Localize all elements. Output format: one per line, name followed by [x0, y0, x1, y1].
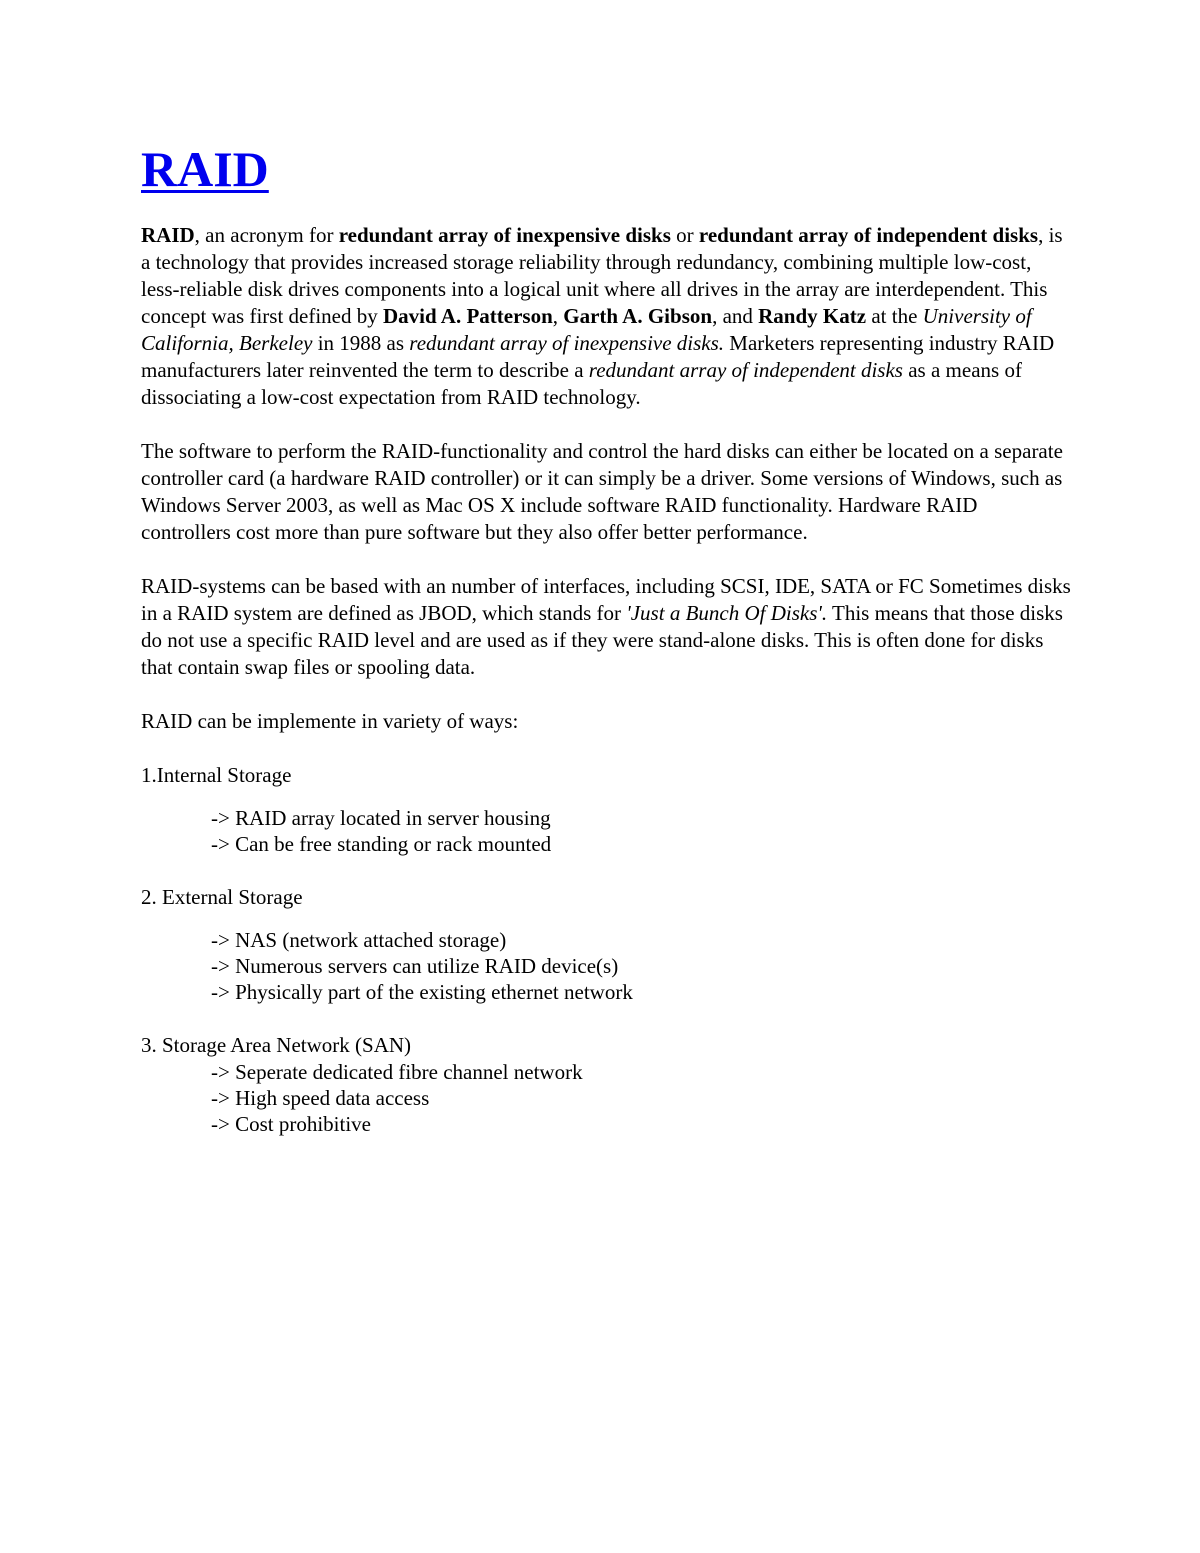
raid-term: RAID — [141, 223, 195, 247]
list-item: -> NAS (network attached storage) — [211, 928, 507, 952]
jbod-expansion: 'Just a Bunch Of Disks'. — [626, 601, 828, 625]
list-item: -> Seperate dedicated fibre channel network — [211, 1060, 583, 1084]
implementation-intro: RAID can be implemente in variety of ways: — [141, 709, 519, 733]
author-katz: Randy Katz — [758, 304, 867, 328]
list-external-storage — [141, 884, 1071, 1005]
university-name: University of California, Berkeley — [141, 304, 1032, 355]
list-item: -> RAID array located in server housing — [211, 806, 551, 830]
list-item: -> Cost prohibitive — [211, 1112, 372, 1136]
acronym-inexpensive: redundant array of inexpensive disks — [338, 223, 671, 247]
list-item: -> High speed data access — [211, 1086, 430, 1110]
list-san — [141, 1032, 1071, 1137]
list-item: -> Numerous servers can utilize RAID device(s) — [211, 954, 619, 978]
list-item: -> Can be free standing or rack mounted — [211, 832, 552, 856]
list-internal-storage — [141, 762, 1071, 857]
software-paragraph: The software to perform the RAID-functionality and control the hard disks can either be located on a separate controller card (a hardware RAID controller) or it can simply be a driver. Some versions of Windows, such as Windows Server 2003, as well as Mac OS X include software RAID functionality. Hardware RAID controllers cost more than pure software but they also offer better performance. — [141, 439, 1063, 544]
term-independent: redundant array of independent disks — [588, 358, 903, 382]
page-title-link[interactable]: RAID — [141, 141, 269, 197]
author-patterson: David A. Patterson — [383, 304, 553, 328]
document-page — [141, 140, 1071, 1164]
list-item: -> Physically part of the existing ethernet network — [211, 980, 633, 1004]
list-heading: 1.Internal Storage — [141, 763, 292, 787]
list-heading: 3. Storage Area Network (SAN) — [141, 1033, 412, 1057]
term-inexpensive: redundant array of inexpensive disks. — [409, 331, 725, 355]
author-gibson: Garth A. Gibson — [563, 304, 713, 328]
intro-paragraph: RAID, an acronym for redundant array of inexpensive disks or redundant array of independent disks, is a technology that provides increased storage reliability through redundancy, combining multiple low-cost, less-reliable disk drives components into a logical unit where all drives in the array are interdependent. This concept was first defined by David A. Patterson, Garth A. Gibson, and Randy Katz at the University of California, Berkeley in 1988 as redundant array of inexpensive disks. Marketers representing industry RAID manufacturers later reinvented the term to describe a redundant array of independent disks as a means of dissociating a low-cost expectation from RAID technology. — [141, 223, 1063, 409]
acronym-independent: redundant array of independent disks — [698, 223, 1039, 247]
interfaces-paragraph: RAID-systems can be based with an number of interfaces, including SCSI, IDE, SATA or FC Sometimes disks in a RAID system are defined as JBOD, which stands for 'Just a Bunch Of Disks'. This means that those disks do not use a specific RAID level and are used as if they were stand-alone disks. This is often done for disks that contain swap files or spooling data. — [141, 574, 1071, 679]
list-heading: 2. External Storage — [141, 885, 303, 909]
